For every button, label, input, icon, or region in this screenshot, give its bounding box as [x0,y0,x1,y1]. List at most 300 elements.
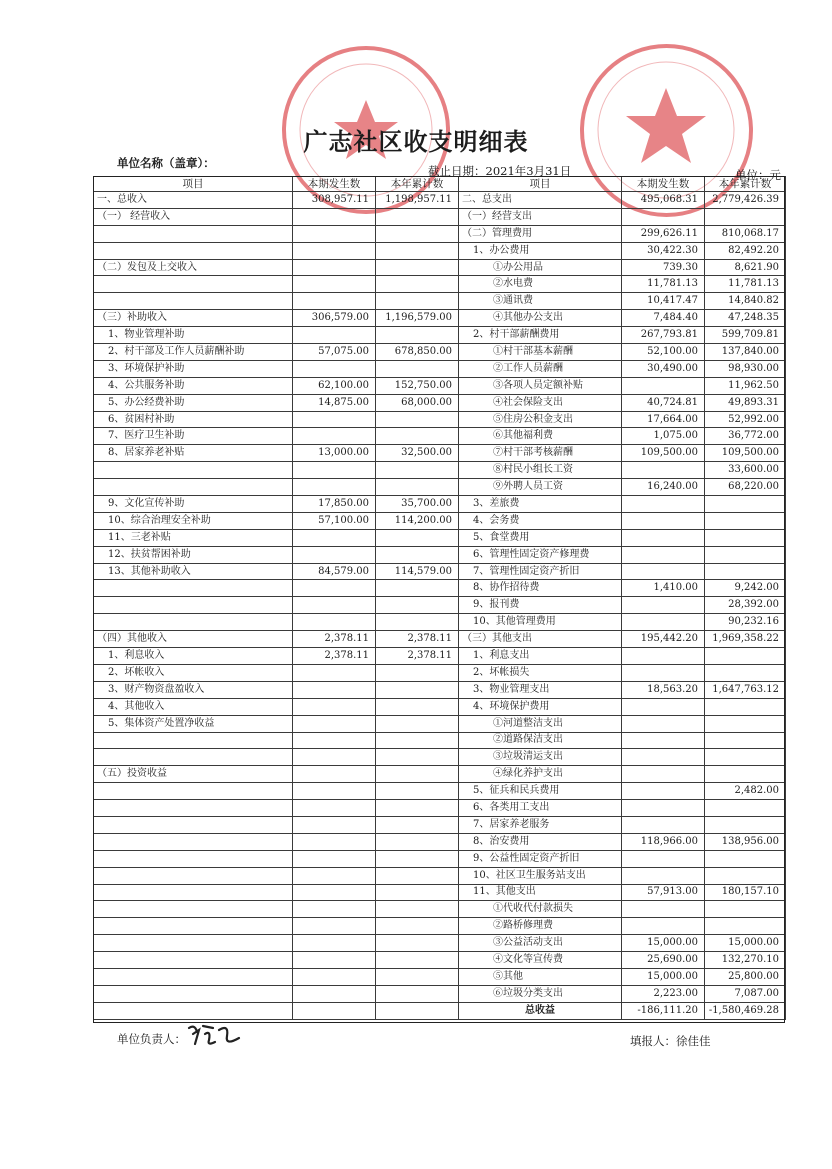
item-cell: 2、村干部及工作人员薪酬补助 [94,344,293,361]
amount-cell: 18,563.20 [622,681,705,698]
item-cell [376,225,459,242]
item-cell: 10、社区卫生服务站支出 [459,867,622,884]
amount-cell: 16,240.00 [622,479,705,496]
item-cell [293,698,376,715]
amount-cell: 62,100.00 [293,377,376,394]
item-cell [293,800,376,817]
item-cell [622,766,705,783]
item-cell: 9、报刊费 [459,597,622,614]
table-row [94,884,786,901]
item-cell [293,479,376,496]
column-header: 项目 [94,177,293,192]
item-cell: 5、食堂费用 [459,529,622,546]
item-cell [705,648,786,665]
item-cell [376,327,459,344]
amount-cell: 109,500.00 [705,445,786,462]
item-cell: （三）其他支出 [459,631,622,648]
table-row [94,310,786,327]
item-cell: 11、其他支出 [459,884,622,901]
item-cell [622,698,705,715]
item-cell [376,293,459,310]
amount-cell: 15,000.00 [622,935,705,952]
item-cell [705,816,786,833]
item-cell [705,732,786,749]
amount-cell: 11,962.50 [705,377,786,394]
amount-cell: 1,647,763.12 [705,681,786,698]
item-cell [622,800,705,817]
item-cell [622,648,705,665]
item-cell [376,952,459,969]
item-cell [293,614,376,631]
item-cell [293,952,376,969]
item-cell: （三）补助收入 [94,310,293,327]
amount-cell: 1,075.00 [622,428,705,445]
item-cell [376,614,459,631]
item-cell [94,293,293,310]
item-cell: 4、会务费 [459,512,622,529]
item-cell [622,614,705,631]
item-cell: 总收益 [459,1002,622,1019]
item-cell: 10、综合治理安全补助 [94,512,293,529]
amount-cell: 2,482.00 [705,783,786,800]
item-cell: ④文化等宣传费 [459,952,622,969]
amount-cell: 195,442.20 [622,631,705,648]
amount-cell: 7,087.00 [705,985,786,1002]
table-row [94,681,786,698]
item-cell [293,546,376,563]
item-cell: 5、征兵和民兵费用 [459,783,622,800]
item-cell: 8、治安费用 [459,833,622,850]
item-cell: 1、物业管理补助 [94,327,293,344]
item-cell [376,968,459,985]
amount-cell: 57,100.00 [293,512,376,529]
item-cell: 9、公益性固定资产折旧 [459,850,622,867]
item-cell [622,496,705,513]
amount-cell: 14,875.00 [293,394,376,411]
item-cell [94,800,293,817]
item-cell [293,985,376,1002]
item-cell [293,580,376,597]
item-cell: 6、各类用工支出 [459,800,622,817]
table-row [94,766,786,783]
amount-cell: 308,957.11 [293,192,376,209]
item-cell: ①办公用品 [459,259,622,276]
item-cell [94,1002,293,1019]
table-row [94,783,786,800]
amount-cell: 49,893.31 [705,394,786,411]
item-cell [293,276,376,293]
table-row [94,597,786,614]
item-cell [376,867,459,884]
item-cell [376,664,459,681]
amount-cell: 138,956.00 [705,833,786,850]
amount-cell: 1,969,358.22 [705,631,786,648]
item-cell [705,918,786,935]
item-cell [705,664,786,681]
item-cell [94,918,293,935]
item-cell: 10、其他管理费用 [459,614,622,631]
item-cell [94,867,293,884]
item-cell [376,428,459,445]
table-row [94,293,786,310]
item-cell [94,580,293,597]
item-cell [293,259,376,276]
item-cell [293,935,376,952]
amount-cell: 11,781.13 [705,276,786,293]
table-row [94,394,786,411]
table-row [94,546,786,563]
table-row [94,242,786,259]
amount-cell: 1,198,957.11 [376,192,459,209]
item-cell [622,901,705,918]
item-cell [293,715,376,732]
item-cell [293,918,376,935]
item-cell [622,529,705,546]
table-row [94,496,786,513]
amount-cell: 2,223.00 [622,985,705,1002]
item-cell: （四）其他收入 [94,631,293,648]
item-cell [622,377,705,394]
item-cell [376,529,459,546]
item-cell [376,783,459,800]
item-cell: ④绿化养护支出 [459,766,622,783]
item-cell [705,800,786,817]
item-cell: ③各项人员定额补贴 [459,377,622,394]
item-cell: 6、管理性固定资产修理费 [459,546,622,563]
item-cell [705,715,786,732]
item-cell: 7、居家养老服务 [459,816,622,833]
item-cell: 2、坏帐收入 [94,664,293,681]
item-cell: 4、其他收入 [94,698,293,715]
amount-cell: 98,930.00 [705,360,786,377]
table-row [94,225,786,242]
item-cell: 8、居家养老补贴 [94,445,293,462]
item-cell: （一） 经营收入 [94,208,293,225]
amount-cell: 114,579.00 [376,563,459,580]
item-cell [622,749,705,766]
item-cell [293,208,376,225]
amount-cell: 90,232.16 [705,614,786,631]
item-cell [293,968,376,985]
amount-cell: 13,000.00 [293,445,376,462]
column-header: 本年累计数 [376,177,459,192]
amount-cell: 2,378.11 [376,648,459,665]
item-cell [705,563,786,580]
document-title: 广志社区收支明细表 [303,127,529,156]
filler-label: 填报人：徐佳佳 [630,1034,711,1048]
amount-cell: 14,840.82 [705,293,786,310]
item-cell [705,512,786,529]
amount-cell: 267,793.81 [622,327,705,344]
amount-cell: 109,500.00 [622,445,705,462]
item-cell: 6、贫困村补助 [94,411,293,428]
item-cell [376,850,459,867]
amount-cell: 33,600.00 [705,462,786,479]
item-cell: ①村干部基本薪酬 [459,344,622,361]
table-row [94,563,786,580]
item-cell: 4、公共服务补助 [94,377,293,394]
item-cell: ⑥其他福利费 [459,428,622,445]
item-cell: ⑨外聘人员工资 [459,479,622,496]
item-cell: 13、其他补助收入 [94,563,293,580]
amount-cell: 2,378.11 [376,631,459,648]
item-cell [293,225,376,242]
amount-cell: 2,779,426.39 [705,192,786,209]
table-row [94,631,786,648]
item-cell: 12、扶贫帮困补助 [94,546,293,563]
amount-cell: 47,248.35 [705,310,786,327]
table-row [94,833,786,850]
item-cell: 3、财产物资盘盈收入 [94,681,293,698]
item-cell [376,732,459,749]
item-cell: ④其他办公支出 [459,310,622,327]
item-cell: ④社会保险支出 [459,394,622,411]
item-cell [622,715,705,732]
table-row [94,816,786,833]
item-cell [94,225,293,242]
item-cell [376,360,459,377]
amount-cell: 68,000.00 [376,394,459,411]
amount-cell: 180,157.10 [705,884,786,901]
table-row [94,276,786,293]
item-cell [376,800,459,817]
amount-cell: 306,579.00 [293,310,376,327]
amount-cell: 25,690.00 [622,952,705,969]
item-cell [293,884,376,901]
table-row [94,411,786,428]
amount-cell: 82,492.20 [705,242,786,259]
item-cell [705,208,786,225]
table-header-row [94,177,786,192]
item-cell [293,867,376,884]
item-cell: ⑤其他 [459,968,622,985]
table-row [94,580,786,597]
item-cell [94,732,293,749]
item-cell [94,816,293,833]
column-header: 项目 [459,177,622,192]
table-row [94,360,786,377]
item-cell: ③通讯费 [459,293,622,310]
item-cell [293,428,376,445]
amount-cell: 739.30 [622,259,705,276]
amount-cell: 30,490.00 [622,360,705,377]
item-cell: 二、总支出 [459,192,622,209]
item-cell [94,833,293,850]
item-cell [376,816,459,833]
item-cell [705,496,786,513]
amount-cell: 132,270.10 [705,952,786,969]
table-row [94,648,786,665]
table-row [94,428,786,445]
item-cell [622,462,705,479]
item-cell [376,918,459,935]
item-cell [293,242,376,259]
item-cell: ③公益活动支出 [459,935,622,952]
table-row [94,935,786,952]
item-cell [293,597,376,614]
item-cell [376,698,459,715]
table-row [94,800,786,817]
table-row [94,901,786,918]
table-row [94,985,786,1002]
item-cell [94,614,293,631]
item-cell [705,546,786,563]
item-cell: ⑤住房公积金支出 [459,411,622,428]
item-cell [293,529,376,546]
amount-cell: 30,422.30 [622,242,705,259]
item-cell [376,935,459,952]
amount-cell: 118,966.00 [622,833,705,850]
item-cell [293,327,376,344]
amount-cell: 2,378.11 [293,631,376,648]
table-row [94,192,786,209]
item-cell [376,749,459,766]
amount-cell: 495,068.31 [622,192,705,209]
item-cell [705,766,786,783]
amount-cell: 25,800.00 [705,968,786,985]
item-cell [705,698,786,715]
amount-cell: 299,626.11 [622,225,705,242]
item-cell [376,1002,459,1019]
item-cell [622,918,705,935]
table-row [94,1002,786,1019]
item-cell [705,867,786,884]
item-cell [705,749,786,766]
column-header: 本期发生数 [622,177,705,192]
item-cell [94,901,293,918]
item-cell [94,985,293,1002]
currency-unit: 单位：元 [735,168,781,182]
item-cell [293,360,376,377]
item-cell: ⑥垃圾分类支出 [459,985,622,1002]
item-cell [293,462,376,479]
item-cell: （一）经营支出 [459,208,622,225]
item-cell: 1、利息收入 [94,648,293,665]
item-cell [94,597,293,614]
amount-cell: 15,000.00 [705,935,786,952]
item-cell: 8、协作招待费 [459,580,622,597]
item-cell [376,462,459,479]
item-cell [622,732,705,749]
item-cell [376,715,459,732]
table-row [94,445,786,462]
amount-cell: 1,196,579.00 [376,310,459,327]
table-row [94,259,786,276]
item-cell: （二）管理费用 [459,225,622,242]
table-row [94,918,786,935]
amount-cell: 8,621.90 [705,259,786,276]
item-cell: 一、总收入 [94,192,293,209]
amount-cell: 84,579.00 [293,563,376,580]
item-cell: （五）投资收益 [94,766,293,783]
table-row [94,749,786,766]
table-row [94,512,786,529]
item-cell [293,850,376,867]
item-cell [293,293,376,310]
column-header: 本期发生数 [293,177,376,192]
item-cell [94,952,293,969]
item-cell [293,766,376,783]
item-cell [376,766,459,783]
amount-cell: 32,500.00 [376,445,459,462]
item-cell [622,867,705,884]
item-cell: 4、环境保护费用 [459,698,622,715]
amount-cell: 9,242.00 [705,580,786,597]
item-cell [293,411,376,428]
table-row [94,344,786,361]
item-cell [293,816,376,833]
item-cell [376,884,459,901]
table-row [94,377,786,394]
item-cell: ①代收代付款损失 [459,901,622,918]
amount-cell: -1,580,469.28 [705,1002,786,1019]
item-cell: 2、坏帐损失 [459,664,622,681]
amount-cell: 2,378.11 [293,648,376,665]
amount-cell: 10,417.47 [622,293,705,310]
item-cell: 2、村干部薪酬费用 [459,327,622,344]
amount-cell: 1,410.00 [622,580,705,597]
item-cell: 3、物业管理支出 [459,681,622,698]
item-cell [94,935,293,952]
amount-cell: 17,664.00 [622,411,705,428]
item-cell [376,833,459,850]
item-cell [293,783,376,800]
item-cell [622,816,705,833]
item-cell [293,664,376,681]
item-cell [705,850,786,867]
item-cell [376,411,459,428]
amount-cell: 7,484.40 [622,310,705,327]
amount-cell: 57,913.00 [622,884,705,901]
amount-cell: 52,100.00 [622,344,705,361]
item-cell [94,968,293,985]
item-cell [293,681,376,698]
item-cell [376,901,459,918]
item-cell [376,479,459,496]
item-cell: 5、办公经费补助 [94,394,293,411]
table-row [94,968,786,985]
table-row [94,698,786,715]
amount-cell: 152,750.00 [376,377,459,394]
item-cell: 1、办公费用 [459,242,622,259]
table-row [94,529,786,546]
item-cell [376,681,459,698]
item-cell: 1、利息支出 [459,648,622,665]
item-cell [94,783,293,800]
amount-cell: 810,068.17 [705,225,786,242]
item-cell [622,664,705,681]
item-cell [622,546,705,563]
amount-cell: 28,392.00 [705,597,786,614]
amount-cell: 678,850.00 [376,344,459,361]
column-header: 本年累计数 [705,177,786,192]
income-expense-table [93,176,786,1020]
amount-cell: 35,700.00 [376,496,459,513]
table-row [94,867,786,884]
item-cell [376,276,459,293]
amount-cell: 52,992.00 [705,411,786,428]
item-cell: 3、环境保护补助 [94,360,293,377]
item-cell: 5、集体资产处置净收益 [94,715,293,732]
item-cell [376,208,459,225]
table-row [94,208,786,225]
responsible-label: 单位负责人： [117,1032,186,1046]
table-row [94,664,786,681]
table-row [94,462,786,479]
cutoff-date: 截止日期：2021年3月31日 [428,164,572,178]
item-cell: ②水电费 [459,276,622,293]
item-cell: 9、文化宣传补助 [94,496,293,513]
